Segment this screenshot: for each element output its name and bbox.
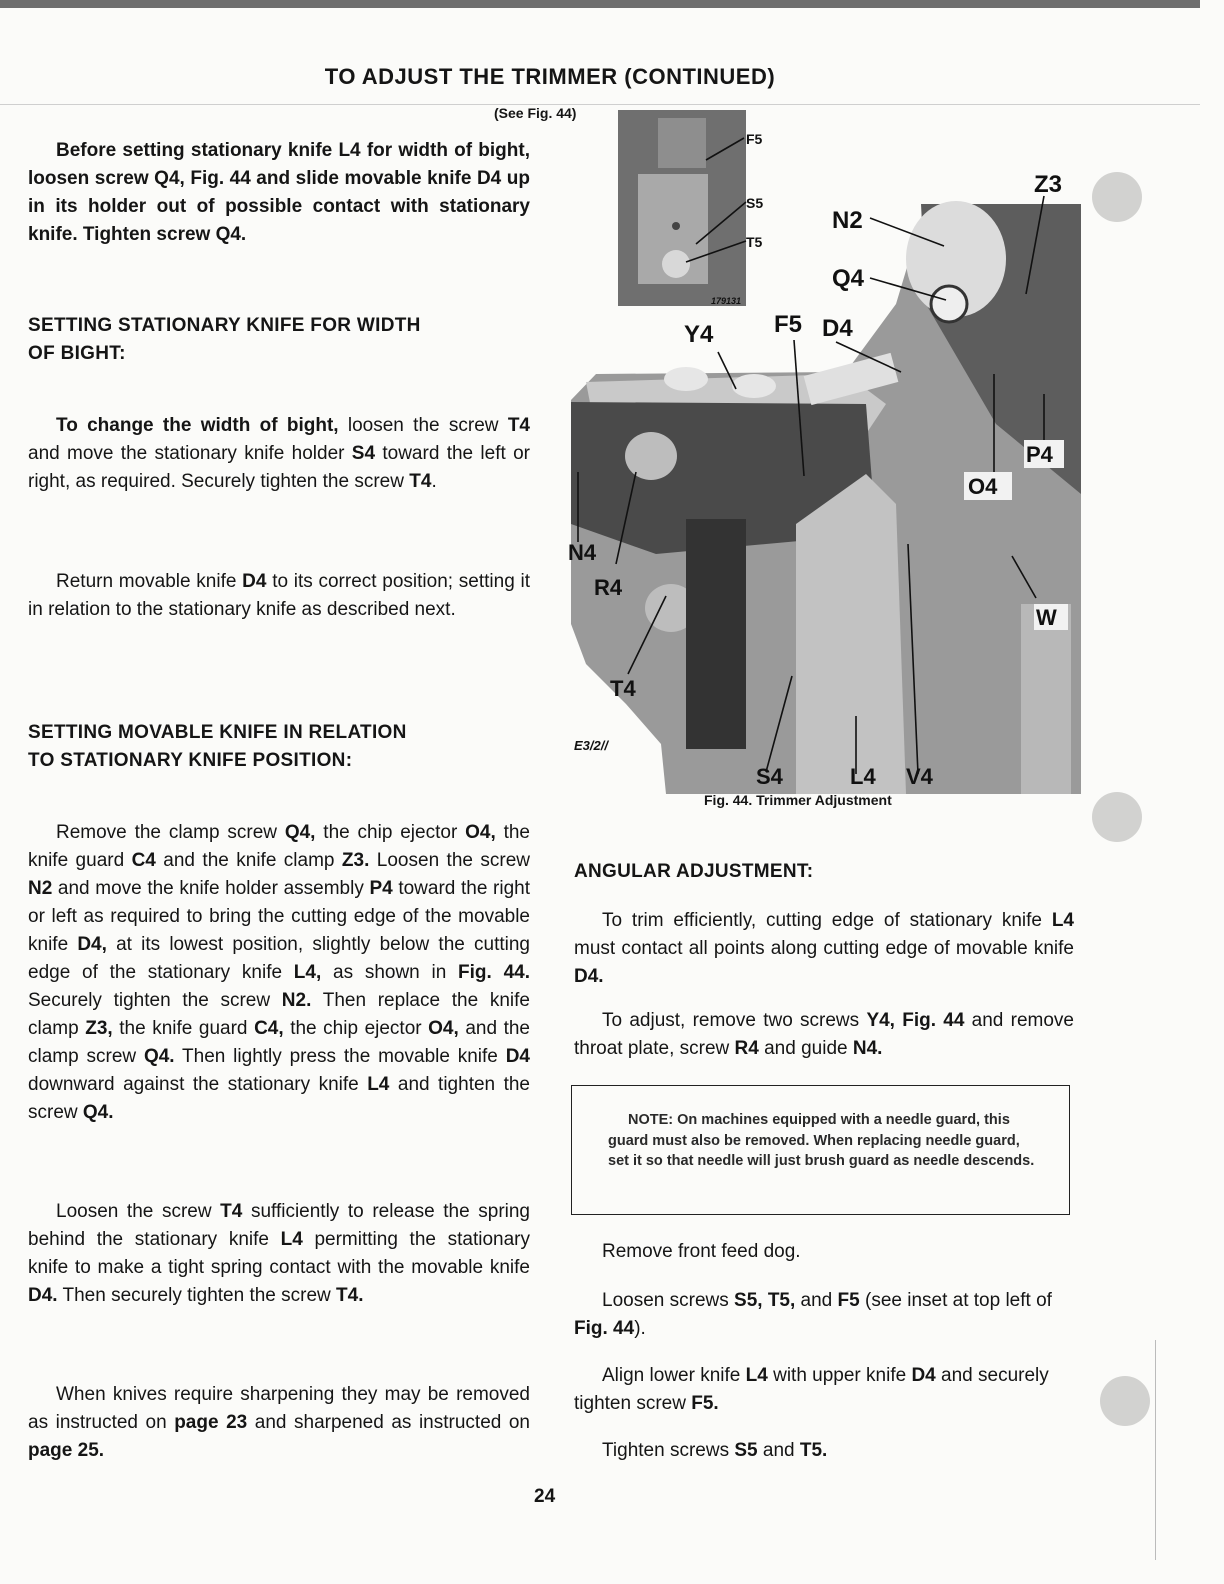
label-q4: Q4 — [832, 265, 865, 292]
label-t4: T4 — [610, 676, 636, 701]
paragraph-return-knife: Return movable knife D4 to its correct position; setting it in relation to the stationary knife as described next. — [28, 571, 530, 620]
trimmer-figure — [566, 104, 1096, 794]
paragraph-trim-efficiently: To trim efficiently, cutting edge of stationary knife L4 must contact all points along cutting edge of movable knife D4. — [574, 910, 1074, 987]
binder-hole — [1100, 1376, 1150, 1426]
section-heading-angular: ANGULAR ADJUSTMENT: — [574, 861, 814, 882]
label-y4: Y4 — [684, 321, 714, 348]
heading-line: SETTING STATIONARY KNIFE FOR WIDTH — [28, 315, 421, 336]
inset-photo — [618, 110, 746, 306]
label-f5: F5 — [774, 311, 803, 338]
see-figure-note: (See Fig. 44) — [494, 105, 577, 121]
label-n2: N2 — [832, 207, 863, 234]
paragraph-align-knife: Align lower knife L4 with upper knife D4 and securely tighten screw F5. — [574, 1365, 1049, 1414]
label-w: W — [1036, 605, 1057, 630]
label-o4: O4 — [968, 474, 998, 499]
label-s4: S4 — [756, 764, 783, 789]
label-t5: T5 — [746, 234, 763, 250]
section-heading-width-of-bight — [28, 312, 530, 368]
binder-hole — [1092, 792, 1142, 842]
figure-caption: Fig. 44. Trimmer Adjustment — [704, 792, 892, 808]
paragraph-loosen-t4: Loosen the screw T4 sufficiently to release the spring behind the stationary knife L4 permitting the stationary knife to make a tight spring contact with the movable knife D4. Then securely tighten the screw T4. — [28, 1201, 531, 1306]
section-heading-movable-knife — [28, 719, 530, 775]
label-z3: Z3 — [1034, 171, 1063, 198]
label-s5: S5 — [746, 195, 764, 211]
binder-hole — [1092, 172, 1142, 222]
label-n4: N4 — [568, 540, 597, 565]
label-f5-inset: F5 — [746, 131, 763, 147]
page-number: 24 — [534, 1486, 556, 1507]
label-v4: V4 — [906, 764, 933, 789]
page-title: TO ADJUST THE TRIMMER (CONTINUED) — [324, 64, 776, 89]
heading-line: TO STATIONARY KNIFE POSITION: — [28, 750, 353, 771]
label-p4: P4 — [1026, 442, 1053, 467]
note-box — [571, 1085, 1070, 1215]
heading-line: OF BIGHT: — [28, 343, 126, 364]
paragraph-to-adjust: To adjust, remove two screws Y4, Fig. 44 and remove throat plate, screw R4 and guide N4. — [574, 1010, 1074, 1059]
paragraph-change-width: To change the width of bight, loosen the screw T4 and move the stationary knife holder S4 toward the left or right, as required. Securely tighten the screw T4. — [28, 415, 530, 492]
paragraph-sharpening: When knives require sharpening they may be removed as instructed on page 23 and sharpened as instructed on page 25. — [28, 1384, 531, 1461]
label-d4: D4 — [822, 315, 853, 342]
intro-text: Before setting stationary knife L4 for width of bight, loosen screw Q4, Fig. 44 and slide movable knife D4 up in its holder out of possible contact with stationary knife. Tighten screw Q4. — [28, 140, 530, 245]
label-figure-code: E3/2// — [574, 738, 608, 753]
note-text: NOTE: On machines equipped with a needle guard, this guard must also be removed. When replacing needle guard, set it so that needle will just brush guard as needle descends. — [608, 1112, 1035, 1169]
paragraph-remove-clamp: Remove the clamp screw Q4, the chip ejector O4, the knife guard C4 and the knife clamp Z3. Loosen the screw N2 and move the knife holder assembly P4 toward the right or left as required to bring the cutting edge of the movable knife D4, at its lowest position, slightly below the cutting edge of the stationary knife L4, as shown in Fig. 44. Securely tighten the screw N2. Then replace the knife clamp Z3, the knife guard C4, the chip ejector O4, and the clamp screw Q4. Then lightly press the movable knife D4 downward against the stationary knife L4 and tighten the screw Q4. — [28, 822, 531, 1123]
label-inset-code: 179131 — [711, 296, 742, 306]
intro-paragraph — [28, 137, 530, 249]
heading-line: SETTING MOVABLE KNIFE IN RELATION — [28, 722, 407, 743]
page-top-border — [0, 0, 1200, 8]
paragraph-loosen-screws: Loosen screws S5, T5, and F5 (see inset at top left of Fig. 44). — [574, 1290, 1052, 1339]
paragraph-tighten-screws: Tighten screws S5 and T5. — [602, 1440, 828, 1461]
label-l4: L4 — [850, 764, 876, 789]
page-edge-line — [1155, 1340, 1156, 1560]
paragraph-remove-feed-dog: Remove front feed dog. — [602, 1241, 801, 1262]
label-r4: R4 — [594, 575, 623, 600]
